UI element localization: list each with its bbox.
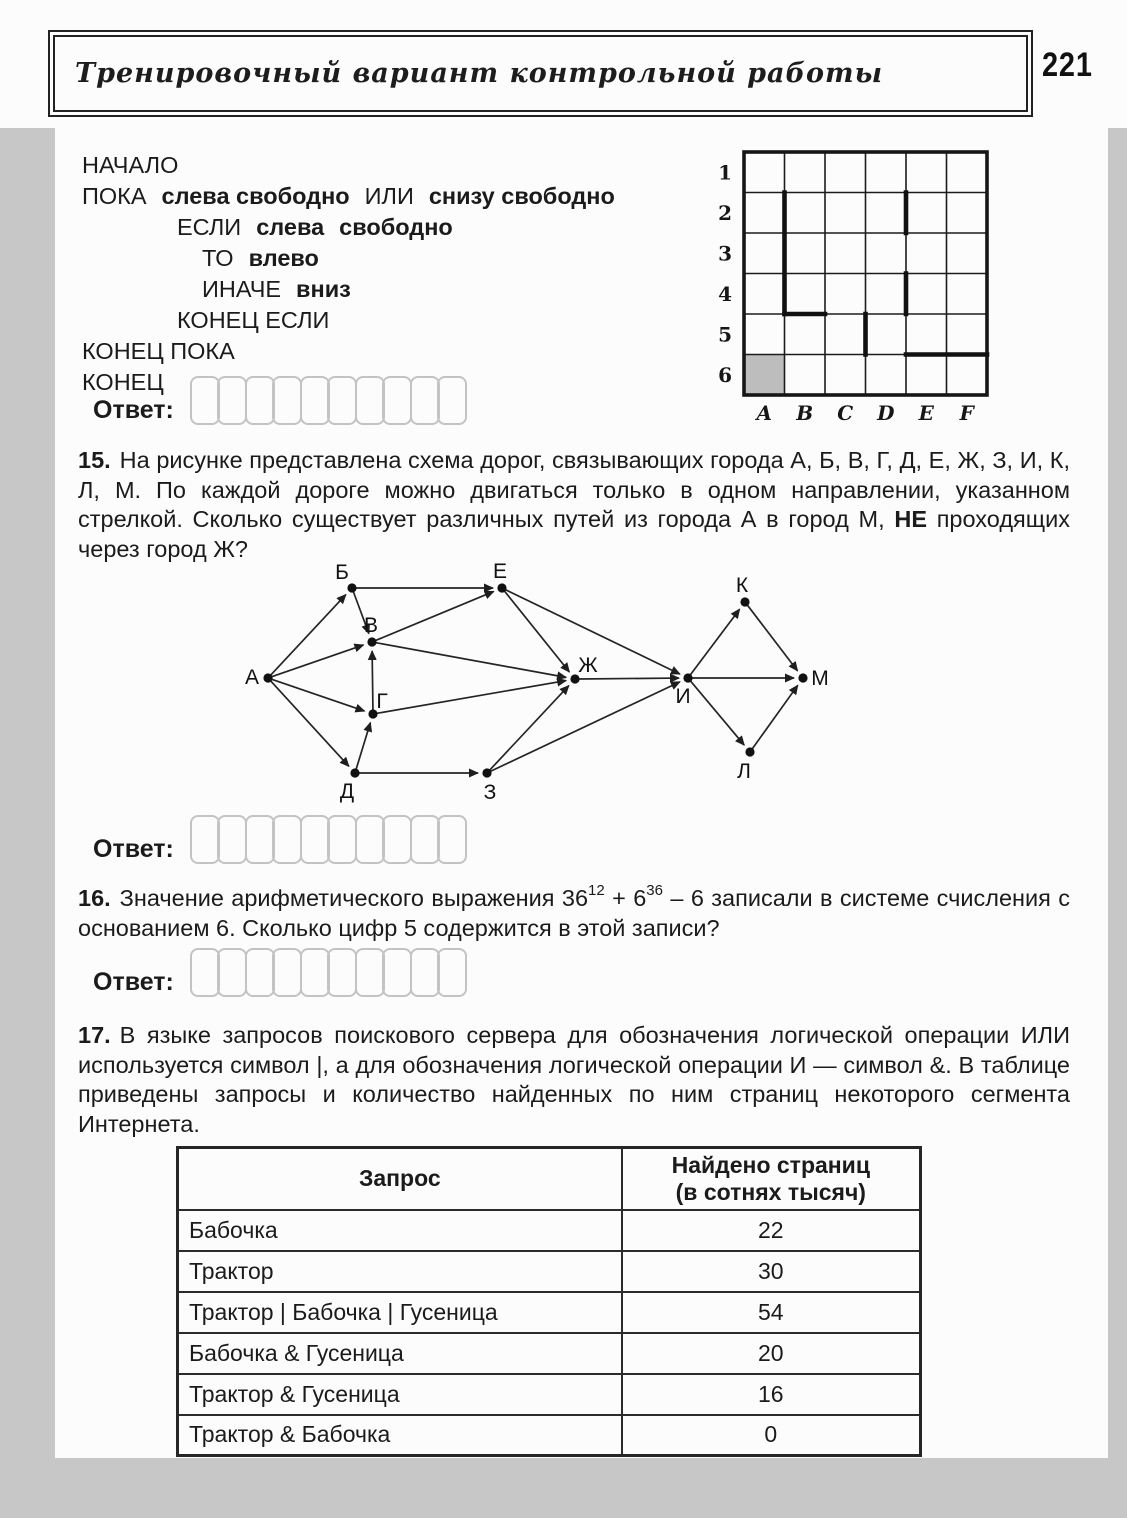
answer-cell[interactable] [437,376,467,425]
road-edge-А-Д [271,681,349,766]
pages-cell: 30 [622,1251,921,1292]
pages-cell: 16 [622,1374,921,1415]
answer-cell[interactable] [190,815,220,864]
algorithm-token: КОНЕЦ ПОКА [82,338,235,364]
grid-row-label: 6 [718,362,732,387]
algorithm-line [82,305,615,336]
road-edge-В-Е [376,591,494,640]
task17-number: 17. [78,1022,111,1048]
query-cell: Трактор [178,1251,622,1292]
task16-text [78,884,1070,943]
algorithm-token: НАЧАЛО [82,152,179,178]
running-header-box [48,30,1033,117]
road-graph-diagram [230,560,850,808]
task15-bold-word: НЕ [894,506,927,532]
city-label-Г: Г [376,690,388,713]
answer-cell[interactable] [437,948,467,997]
answer-cell[interactable] [382,376,412,425]
page-number: 221 [1042,46,1093,84]
answer-cell[interactable] [245,376,275,425]
answer-cell[interactable] [217,948,247,997]
algorithm-token: ИЛИ [364,183,414,209]
answer-cell[interactable] [300,376,330,425]
queries-table [176,1146,922,1457]
answer-cell[interactable] [327,948,357,997]
grid-row-label: 5 [718,322,732,347]
task16-text-part: – 6 записали в системе счисления с основанием 6. Сколько цифр 5 содержится в этой записи? [78,885,1071,941]
answer-boxes [190,815,468,864]
robot-field-grid [712,144,1008,436]
algorithm-token: снизу свободно [428,183,615,209]
grid-row-label: 2 [718,200,732,225]
algorithm-token: слева [256,214,325,240]
grid-row-label: 4 [718,281,732,306]
pages-cell: 20 [622,1333,921,1374]
table-row [178,1210,921,1251]
city-node-М [798,673,807,682]
city-node-З [482,768,491,777]
query-cell: Трактор | Бабочка | Гусеница [178,1292,622,1333]
answer-cell[interactable] [382,815,412,864]
answer-label: Ответ: [93,396,174,424]
answer-cell[interactable] [190,376,220,425]
page-title: Тренировочный вариант контрольной работы [75,58,884,89]
city-node-Д [350,768,359,777]
road-edge-А-Б [271,595,346,675]
answer-cell[interactable] [355,948,385,997]
grid-col-label: C [837,401,854,425]
query-cell: Бабочка [178,1210,622,1251]
running-header-inner-rule [53,35,1028,112]
answer-cell[interactable] [217,376,247,425]
table-header-row [178,1148,921,1210]
task15-number: 15. [78,447,111,473]
city-node-К [740,597,749,606]
query-cell: Трактор & Гусеница [178,1374,622,1415]
algorithm-token: ТО [202,245,234,271]
pages-cell: 0 [622,1415,921,1456]
road-edge-Е-Ж [505,591,570,672]
task15-text-part: проходящих через город Ж? [78,506,1070,562]
task16-number: 16. [78,885,111,911]
algorithm-token: ИНАЧЕ [202,276,282,302]
city-label-И: И [675,685,691,708]
answer-cell[interactable] [327,376,357,425]
answer-cell[interactable] [300,815,330,864]
answer-row-task14 [93,376,467,425]
table-row [178,1333,921,1374]
road-edge-Г-В [372,651,373,710]
grid-row-label: 3 [718,241,732,266]
algorithm-token: вниз [296,276,351,302]
road-edge-Г-Ж [377,681,566,714]
answer-row-task16 [93,948,467,997]
city-label-Б: Б [335,561,349,584]
task17-text-part: В языке запросов поискового сервера для обозначения логической операции ИЛИ используется символ |, а для обозначения логической операции И — символ &. В таблице приведены запросы и количество найденных по ним страниц некоторого сегмента Интернета. [78,1022,1070,1137]
answer-cell[interactable] [355,815,385,864]
answer-cell[interactable] [410,376,440,425]
road-edge-К-М [747,605,797,671]
table-row [178,1251,921,1292]
algorithm-line [82,274,615,305]
city-label-В: В [363,614,379,637]
road-edge-Ж-И [579,678,679,679]
pages-cell: 54 [622,1292,921,1333]
road-edge-Л-М [752,685,797,748]
road-edge-З-И [491,682,680,771]
city-node-В [367,637,376,646]
road-edge-В-Ж [376,643,566,678]
answer-cell[interactable] [355,376,385,425]
city-node-Е [497,583,506,592]
answer-row-task15 [93,815,467,864]
task16-text-part: + 6 [604,885,647,911]
city-label-М: М [811,667,829,690]
answer-label: Ответ: [93,835,174,863]
answer-cell[interactable] [382,948,412,997]
city-node-И [683,673,692,682]
algorithm-token: ЕСЛИ [177,214,242,240]
road-edge-И-К [690,609,739,675]
table-row [178,1374,921,1415]
query-cell: Бабочка & Гусеница [178,1333,622,1374]
city-label-Л: Л [737,760,751,783]
algorithm-token: КОНЕЦ [82,369,164,395]
answer-cell[interactable] [245,948,275,997]
task16-exponent: 12 [588,882,605,900]
road-edge-А-В [272,645,364,677]
city-label-А: А [244,666,260,689]
task15-text [78,446,1070,564]
answer-cell[interactable] [410,948,440,997]
algorithm-line [82,336,615,367]
city-label-Д: Д [339,780,355,803]
answer-cell[interactable] [217,815,247,864]
city-label-Ж: Ж [578,654,598,677]
city-label-Е: Е [492,560,508,583]
task17-text [78,1021,1070,1139]
table-row [178,1292,921,1333]
pages-cell: 22 [622,1210,921,1251]
algorithm-token: ПОКА [82,183,147,209]
task15-text-part: На рисунке представлена схема дорог, связывающих города А, Б, В, Г, Д, Е, Ж, З, И, К, Л, М. По каждой дороге можно двигаться только в одном направлении, указанном стрелкой. Сколько существует различных путей из города А в город М, [78,447,1070,532]
grid-col-label: D [877,401,895,425]
city-node-Л [745,747,754,756]
queries-table-body [178,1210,921,1456]
answer-cell[interactable] [327,815,357,864]
answer-cell[interactable] [245,815,275,864]
answer-cell[interactable] [410,815,440,864]
answer-cell[interactable] [300,948,330,997]
answer-boxes [190,948,468,997]
answer-boxes [190,376,468,425]
task16-text-part: Значение арифметического выражения 36 [119,885,589,911]
algorithm-block [82,150,615,398]
algorithm-line [82,212,615,243]
answer-label: Ответ: [93,968,174,996]
algorithm-line [82,243,615,274]
algorithm-token: слева свободно [161,183,350,209]
algorithm-line [82,150,615,181]
city-node-Б [347,583,356,592]
table-row [178,1415,921,1456]
road-edge-А-Г [272,679,365,711]
query-column-header: Запрос [178,1148,622,1210]
answer-cell[interactable] [272,948,302,997]
grid-row-label: 1 [718,160,732,185]
answer-cell[interactable] [272,376,302,425]
grid-col-label: E [918,401,934,425]
road-edge-Д-Г [356,723,370,770]
task16-exponent: 36 [646,882,663,900]
grid-col-label: A [756,401,773,425]
query-cell: Трактор & Бабочка [178,1415,622,1456]
answer-cell[interactable] [190,948,220,997]
algorithm-line [82,181,615,212]
answer-cell[interactable] [437,815,467,864]
city-label-К: К [735,574,749,597]
answer-cell[interactable] [272,815,302,864]
algorithm-token: свободно [339,214,453,240]
grid-col-label: B [796,401,814,425]
grid-col-label: F [959,401,974,425]
pages-column-header: Найдено страниц (в сотнях тысяч) [622,1148,921,1210]
road-edge-И-Л [691,681,745,745]
algorithm-token: влево [248,245,319,271]
road-edge-З-Ж [490,686,569,771]
city-node-А [263,673,272,682]
city-label-З: З [483,781,497,804]
algorithm-token: КОНЕЦ ЕСЛИ [177,307,330,333]
